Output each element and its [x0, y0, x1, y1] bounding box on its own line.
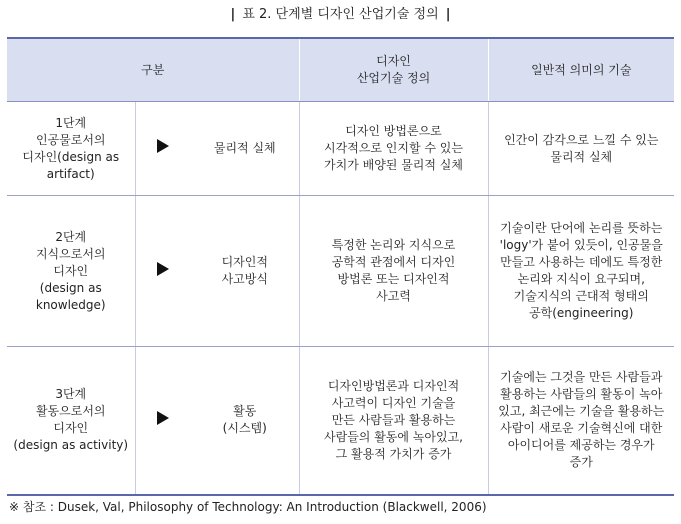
table-caption: [0, 4, 681, 26]
arrow-cell: [135, 347, 191, 495]
header-row: [7, 38, 674, 102]
definition-cell: 디자인 방법론으로 시각적으로 인지할 수 있는 가치가 배양된 물리적 실체: [299, 102, 488, 196]
header-general-meaning: 일반적 의미의 기술: [488, 38, 674, 102]
phase-cell: 1단계 인공물로서의 디자인(design as artifact): [7, 102, 135, 196]
caption-bar-right: |: [445, 7, 451, 22]
arrow-right-icon: [157, 411, 169, 425]
table-row: [7, 347, 674, 495]
arrow-cell: [135, 196, 191, 347]
arrow-right-icon: [157, 139, 169, 153]
attribute-cell: 물리적 실체: [191, 102, 299, 196]
general-cell: 기술이란 단어에 논리를 뜻하는 'logy'가 붙어 있듯이, 인공물을 만들고 사용하는 데에도 특정한 논리와 지식이 요구되며, 기술지식의 근대적 형태의 공학(engineering): [488, 196, 674, 347]
caption-bar-left: |: [230, 7, 236, 22]
arrow-cell: [135, 102, 191, 196]
reference-note: ※ 참조 : Dusek, Val, Philosophy of Technology: An Introduction (Blackwell, 2006): [9, 500, 487, 514]
table-row: [7, 102, 674, 196]
definition-cell: 특정한 논리와 지식으로 공학적 관점에서 디자인 방법론 또는 디자인적 사고력: [299, 196, 488, 347]
general-cell: 인간이 감각으로 느낄 수 있는 물리적 실체: [488, 102, 674, 196]
header-design-definition: 디자인 산업기술 정의: [299, 38, 488, 102]
header-category: 구분: [7, 38, 299, 102]
table-row: [7, 196, 674, 347]
general-cell: 기술에는 그것을 만든 사람들과 활용하는 사람들의 활동이 녹아 있고, 최근에는 기술을 활용하는 사람이 새로운 기술혁신에 대한 아이디어를 제공하는 경우가 증가: [488, 347, 674, 495]
phase-cell: 2단계 지식으로서의 디자인 (design as knowledge): [7, 196, 135, 347]
caption-text: 표 2. 단계별 디자인 산업기술 정의: [242, 7, 439, 22]
phase-cell: 3단계 활동으로서의 디자인 (design as activity): [7, 347, 135, 495]
attribute-cell: 디자인적 사고방식: [191, 196, 299, 347]
definition-cell: 디자인방법론과 디자인적 사고력이 디자인 기술을 만든 사람들과 활용하는 사람들의 활동에 녹아있고, 그 활용적 가치가 증가: [299, 347, 488, 495]
attribute-cell: 활동 (시스템): [191, 347, 299, 495]
arrow-right-icon: [157, 262, 169, 276]
definition-table: [7, 37, 674, 496]
